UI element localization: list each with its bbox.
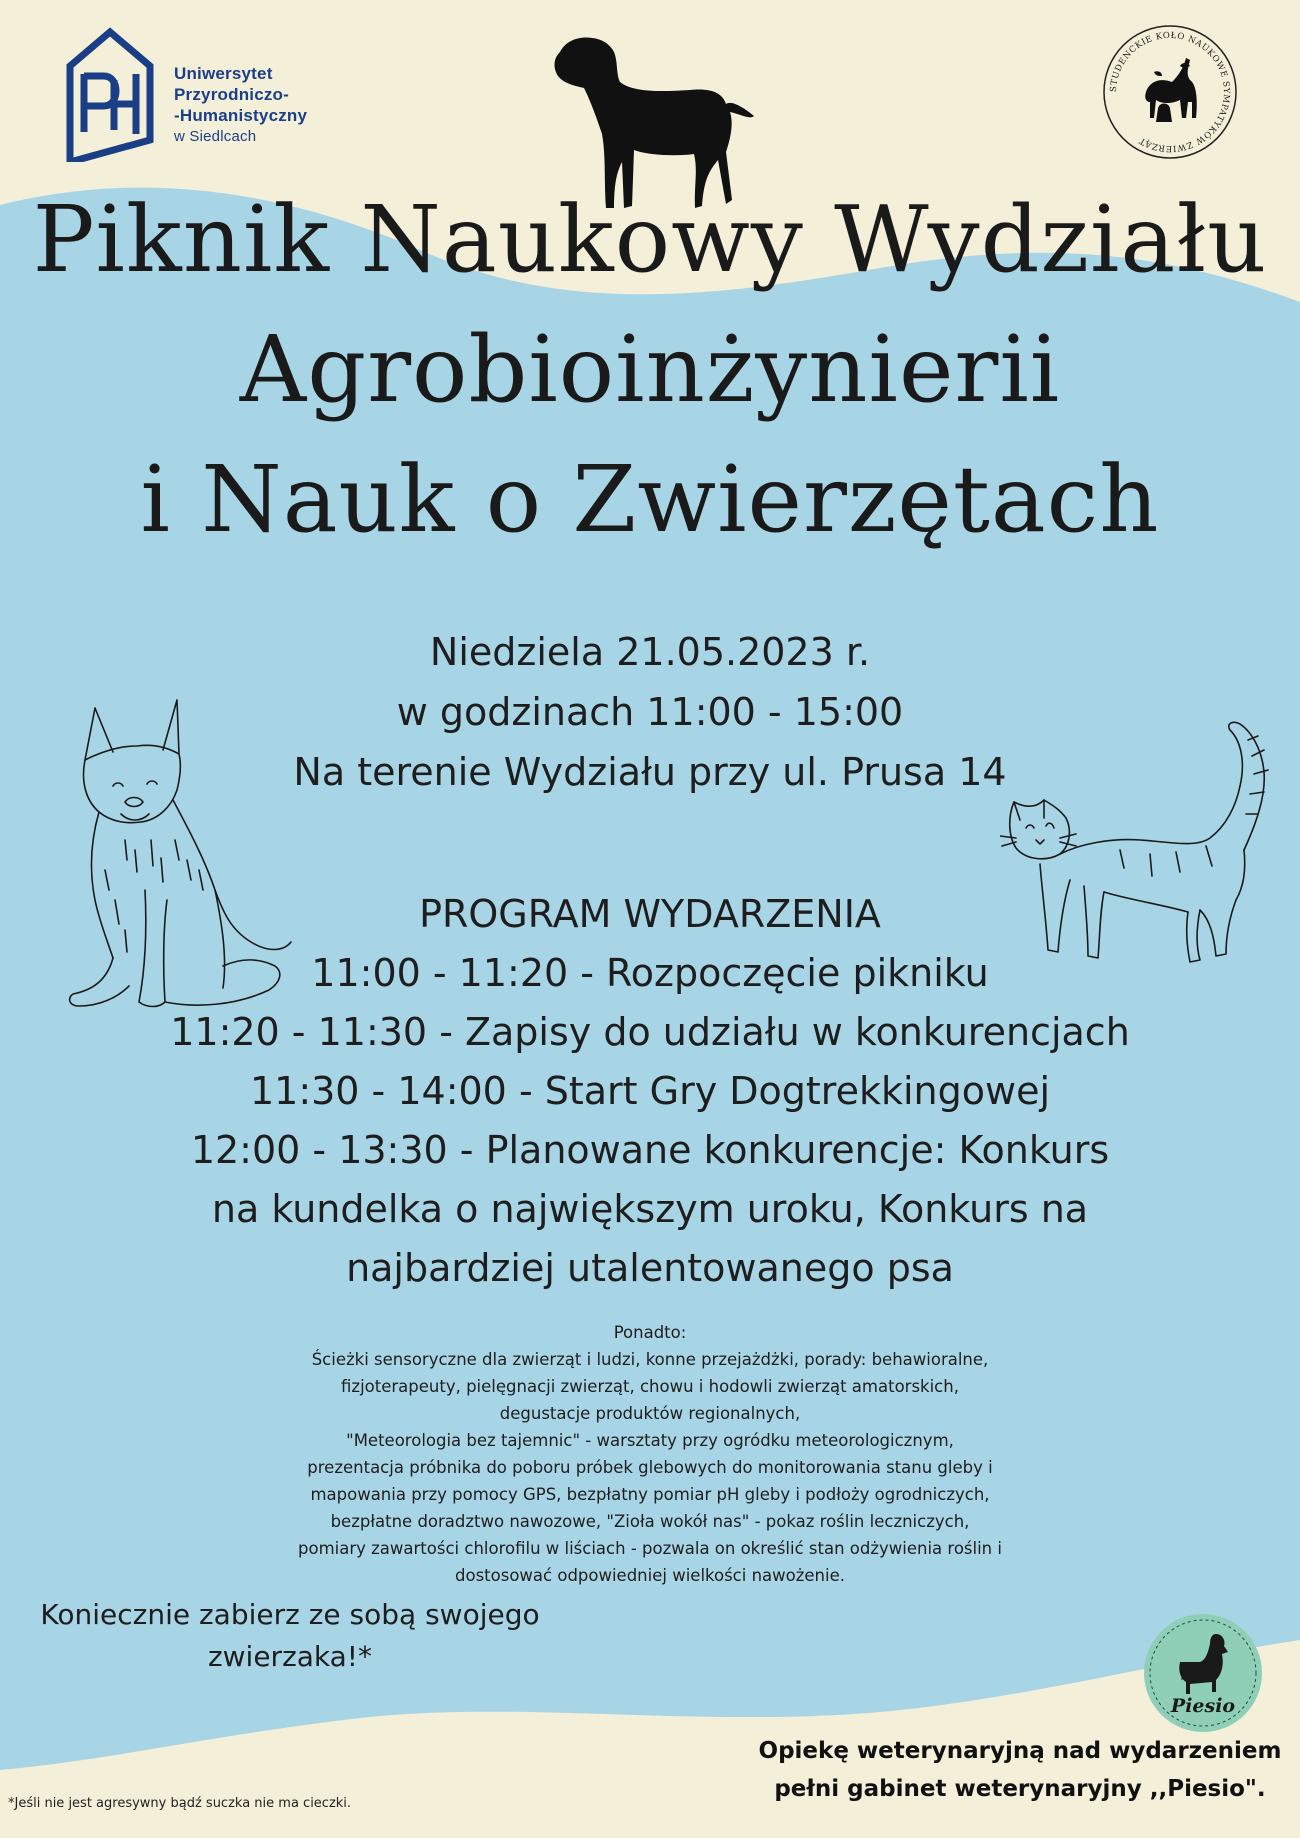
university-name-line1: Uniwersytet	[174, 64, 273, 83]
extras-line: "Meteorologia bez tajemnic" - warsztaty przy ogródku meteorologicznym,	[346, 1431, 954, 1450]
university-city: w Siedlcach	[174, 128, 257, 145]
university-name-line2: Przyrodniczo-	[174, 85, 290, 104]
program-line: najbardziej utalentowanego psa	[346, 1246, 954, 1290]
extras-line: pomiary zawartości chlorofilu w liściach - pozwala on określić stan odżywienia roślin i	[298, 1539, 1002, 1558]
university-emblem-icon	[62, 22, 158, 162]
extras-line: mapowania przy pomocy GPS, bezpłatny pomiar pH gleby i podłoży ogrodniczych,	[310, 1485, 990, 1504]
vet-care-line2: pełni gabinet weterynaryjny ,,Piesio".	[774, 1776, 1266, 1802]
title-line-2: Agrobioinżynierii	[239, 316, 1061, 423]
extras-line: fizjoterapeuty, pielęgnacji zwierząt, chowu i hodowli zwierząt amatorskich,	[341, 1377, 959, 1396]
sitting-dog-sketch-icon	[55, 690, 295, 1020]
cat-sketch-icon	[1000, 720, 1285, 970]
university-logo	[62, 22, 362, 162]
event-date: Niedziela 21.05.2023 r.	[429, 630, 871, 674]
program-line: 11:20 - 11:30 - Zapisy do udziału w konkurencjach	[170, 1010, 1130, 1054]
program-line: 11:30 - 14:00 - Start Gry Dogtrekkingowej	[249, 1069, 1051, 1113]
program-line: 12:00 - 13:30 - Planowane konkurencje: Konkurs	[190, 1128, 1110, 1172]
program-line: na kundelka o największym uroku, Konkurs na	[211, 1187, 1089, 1231]
club-seal-ring-text: STUDENCKIE KOŁO NAUKOWE SYMPATYKÓW ZWIERZĄT	[1108, 30, 1232, 154]
extras-line: bezpłatne doradztwo nawozowe, "Zioła wokół nas" - pokaz roślin leczniczych,	[330, 1512, 970, 1531]
bring-pet-line2: zwierzaka!*	[207, 1640, 373, 1673]
university-name-line3: -Humanistyczny	[174, 106, 308, 125]
extras-line: Ścieżki sensoryczne dla zwierząt i ludzi, konne przejażdżki, porady: behawioralne,	[311, 1350, 989, 1369]
extras-line: dostosować odpowiedniej wielkości nawożenie.	[455, 1566, 845, 1585]
footnote: *Jeśli nie jest agresywny bądź suczka nie ma cieczki.	[8, 1796, 352, 1811]
student-club-seal	[1100, 22, 1240, 162]
title-line-3: i Nauk o Zwierzętach	[140, 446, 1160, 553]
event-hours: w godzinach 11:00 - 15:00	[396, 690, 904, 734]
event-place: Na terenie Wydziału przy ul. Prusa 14	[293, 750, 1007, 794]
extras-heading: Ponadto:	[613, 1323, 687, 1342]
vet-care-line1: Opiekę weterynaryjną nad wydarzeniem	[758, 1738, 1282, 1764]
program-line: 11:00 - 11:20 - Rozpoczęcie pikniku	[311, 951, 989, 995]
program-heading: PROGRAM WYDARZENIA	[419, 892, 881, 936]
extras-line: prezentacja próbnika do poboru próbek glebowych do monitorowania stanu gleby i	[307, 1458, 993, 1477]
bring-pet-line1: Koniecznie zabierz ze sobą swojego	[40, 1598, 540, 1631]
club-seal-icon	[1100, 22, 1240, 162]
piesio-logo-icon	[1142, 1612, 1264, 1734]
title-line-1: Piknik Naukowy Wydziału	[32, 186, 1268, 293]
extras-line: degustacje produktów regionalnych,	[499, 1404, 801, 1423]
piesio-logo-text: Piesio	[1170, 1695, 1236, 1717]
